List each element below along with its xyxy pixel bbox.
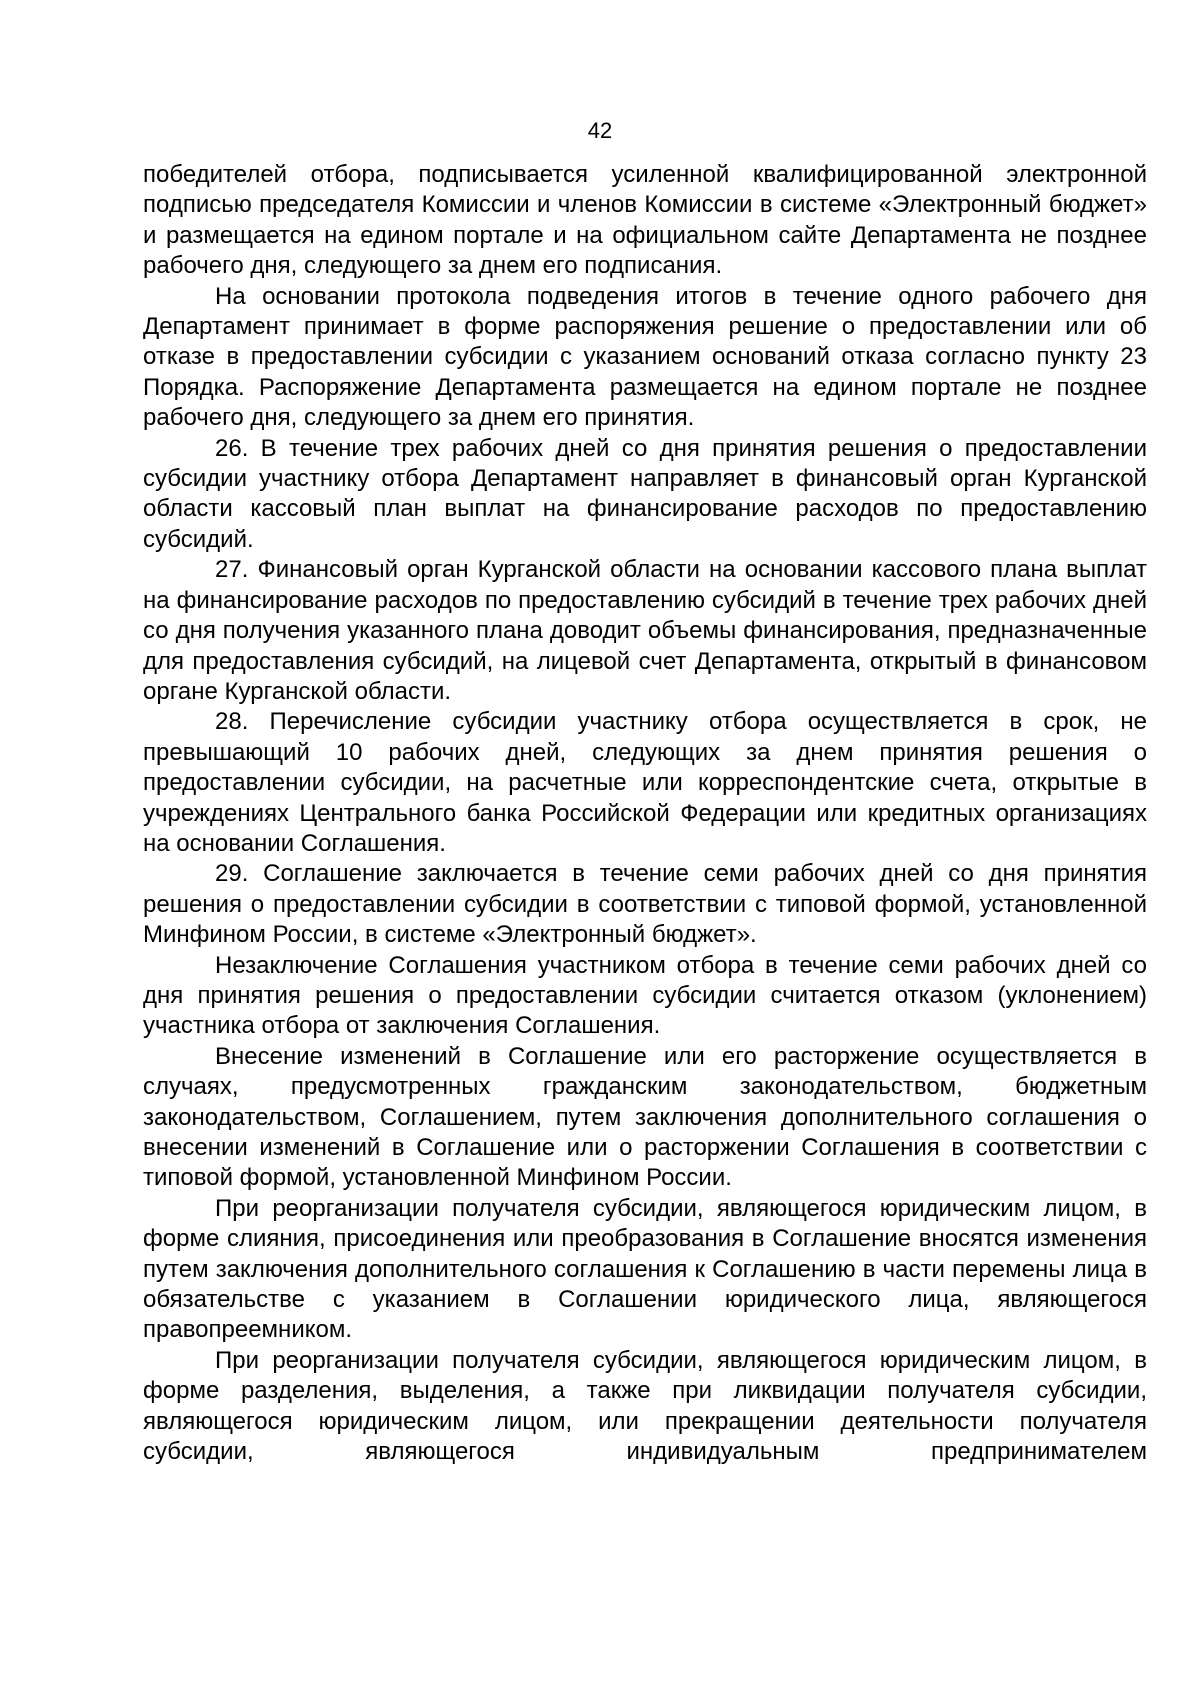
paragraph-reorganization-division: При реорганизации получателя субсидии, являющегося юридическим лицом, в форме разделения, выделения, а также при ликвидации получателя субсидии, являющегося юридическим лицом, или прекращении деятельности получателя субсидии, являющегося индивидуальным предпринимателем	[143, 1346, 1147, 1466]
paragraph-continuation: победителей отбора, подписывается усиленной квалифицированной электронной подписью председателя Комиссии и членов Комиссии в системе «Электронный бюджет» и размещается на едином портале и на официальном сайте Департамента не позднее рабочего дня, следующего за днем его подписания.	[143, 161, 1147, 280]
document-body	[143, 160, 1147, 1467]
page-number: 42	[587, 118, 613, 143]
paragraph-non-conclusion: Незаключение Соглашения участником отбора в течение семи рабочих дней со дня принятия решения о предоставлении субсидии считается отказом (уклонением) участника отбора от заключения Соглашения.	[143, 951, 1147, 1040]
paragraph-amendments: Внесение изменений в Соглашение или его расторжение осуществляется в случаях, предусмотренных гражданским законодательством, бюджетным законодательством, Соглашением, путем заключения дополнительного соглашения о внесении изменений в Соглашение или о расторжении Соглашения в соответствии с типовой формой, установленной Минфином России.	[143, 1042, 1147, 1192]
paragraph-29: 29. Соглашение заключается в течение семи рабочих дней со дня принятия решения о предоставлении субсидии в соответствии с типовой формой, установленной Минфином России, в системе «Электронный бюджет».	[143, 860, 1147, 949]
paragraph-27: 27. Финансовый орган Курганской области на основании кассового плана выплат на финансирование расходов по предоставлению субсидий в течение трех рабочих дней со дня получения указанного плана доводит объемы финансирования, предназначенные для предоставления субсидий, на лицевой счет Департамента, открытый в финансовом органе Курганской области.	[143, 556, 1147, 705]
paragraph-reorganization-merger: При реорганизации получателя субсидии, являющегося юридическим лицом, в форме слияния, присоединения или преобразования в Соглашение вносятся изменения путем заключения дополнительного соглашения к Соглашению в части перемены лица в обязательстве с указанием в Соглашении юридического лица, являющегося правопреемником.	[143, 1194, 1147, 1344]
paragraph-26: 26. В течение трех рабочих дней со дня принятия решения о предоставлении субсидии участнику отбора Департамент направляет в финансовый орган Курганской области кассовый план выплат на финансирование расходов по предоставлению субсидий.	[143, 434, 1147, 553]
paragraph-protocol-decision: На основании протокола подведения итогов в течение одного рабочего дня Департамент принимает в форме распоряжения решение о предоставлении или об отказе в предоставлении субсидии с указанием оснований отказа согласно пункту 23 Порядка. Распоряжение Департамента размещается на едином портале не позднее рабочего дня, следующего за днем его принятия.	[143, 282, 1147, 432]
paragraph-28: 28. Перечисление субсидии участнику отбора осуществляется в срок, не превышающий 10 рабочих дней, следующих за днем принятия решения о предоставлении субсидии, на расчетные или корреспондентские счета, открытые в учреждениях Центрального банка Российской Федерации или кредитных организациях на основании Соглашения.	[143, 708, 1147, 857]
